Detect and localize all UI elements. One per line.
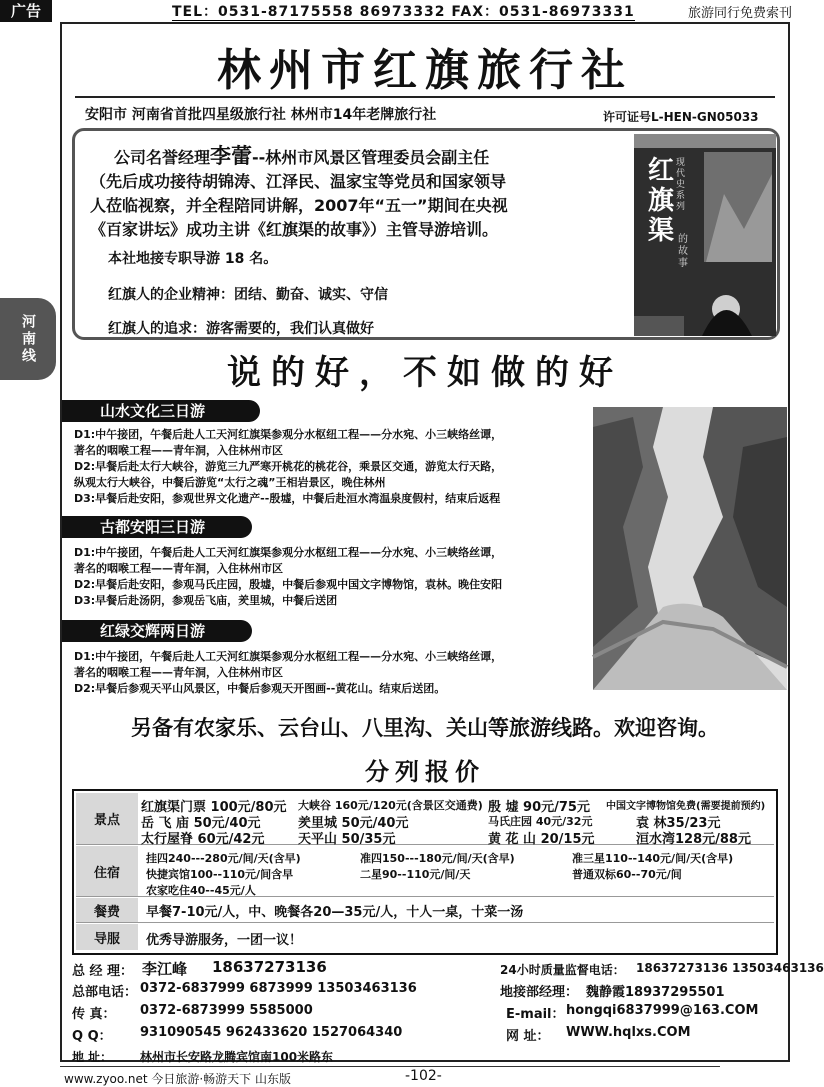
route-header-2: 古都安阳三日游	[62, 516, 252, 538]
price-cell: 岳 飞 庙 50元/40元	[141, 816, 261, 831]
side-tab	[0, 298, 56, 380]
price-cell: 大峡谷 160元/120元(含景区交通费)	[298, 799, 483, 812]
price-cell: 二星90--110元/间/天	[360, 868, 471, 881]
local-mgr: 魏静霞18937295501	[586, 985, 725, 1000]
route-3-line: D1:中午接团，午餐后赴人工天河红旗渠参观分水枢纽工程——分水宛、小三峡络丝谭，	[74, 650, 503, 663]
lodging-label: 住宿	[76, 846, 138, 896]
fax: 0372-6873999 5585000	[140, 1003, 313, 1018]
intro-item-pursuit: 红旗人的追求：游客需要的，我们认真做好	[108, 321, 374, 337]
book-sub: 的故事	[678, 234, 688, 269]
meal-label: 餐费	[76, 898, 138, 922]
route-1-line: 纵观太行大峡谷，中餐后游览“太行之魂”王相岩景区，晚住林州	[74, 476, 386, 489]
intro-line-3: 人莅临视察，并全程陪同讲解，2007年“五一”期间在央视	[90, 196, 508, 215]
route-2-line: D1:中午接团，午餐后赴人工天河红旗渠参观分水枢纽工程——分水宛、小三峡络丝谭，	[74, 546, 503, 559]
price-cell: 准三星110--140元/间/天(含早)	[572, 852, 734, 865]
price-cell: 准四150---180元/间/天(含早)	[360, 852, 515, 865]
route-2-line: D2:早餐后赴安阳，参观马氏庄园，殷墟，中餐后参观中国文字博物馆，袁林。晚住安阳	[74, 578, 503, 591]
price-cell: 农家吃住40--45元/人	[146, 884, 256, 897]
route-header-3: 红绿交辉两日游	[62, 620, 252, 642]
price-title: 分列报价	[365, 758, 485, 786]
price-cell: 殷 墟 90元/75元	[488, 800, 590, 815]
scenic-label: 景点	[76, 793, 138, 844]
local-mgr-label: 地接部经理：	[500, 985, 579, 1000]
slogan-more-routes: 另备有农家乐、云台山、八里沟、关山等旅游线路。欢迎咨询。	[131, 715, 719, 740]
header-contact	[172, 1, 635, 21]
route-3-line: D2:早餐后参观天平山风景区，中餐后参观天开图画--黄花山。结束后送团。	[74, 682, 446, 695]
footer-site: www.zyoo.net 今日旅游·畅游天下 山东版	[64, 1072, 291, 1086]
tel: 0372-6837999 6873999 13503463136	[140, 981, 417, 996]
price-cell: 太行屋脊 60元/42元	[141, 832, 265, 847]
website: WWW.hqlxs.COM	[566, 1025, 691, 1040]
gm-phone: 18637273136	[212, 958, 327, 976]
web-label: 网 址：	[506, 1029, 550, 1044]
gm-name: 李江峰	[142, 960, 188, 978]
price-cell: 袁 林35/23元	[636, 816, 721, 831]
qq-label: Q Q：	[72, 1029, 112, 1044]
intro-line-4: 《百家讲坛》成功主讲《红旗渠的故事》）主管导游培训。	[90, 220, 499, 239]
intro-line-2: （先后成功接待胡锦涛、江泽民、温家宝等党员和国家领导	[90, 172, 507, 191]
hotline: 18637273136 13503463136	[636, 961, 824, 975]
address-label: 地 址：	[72, 1050, 113, 1064]
price-cell: 黄 花 山 20/15元	[488, 832, 595, 847]
price-cell: 洹水湾128元/88元	[636, 832, 751, 847]
meal-price: 早餐7-10元/人，中、晚餐各20—35元/人，十人一桌，十菜一汤	[146, 905, 524, 920]
qq: 931090545 962433620 1527064340	[140, 1025, 403, 1040]
price-cell: 红旗渠门票 100元/80元	[141, 800, 287, 815]
canyon-photo	[593, 407, 787, 690]
price-cell: 羑里城 50元/40元	[298, 816, 409, 831]
canyon-illustration	[593, 407, 787, 690]
page-number: -102-	[405, 1068, 442, 1084]
intro-suffix: --林州市风景区管理委员会副主任	[252, 148, 490, 167]
guide-price: 优秀导游服务，一团一议！	[146, 933, 303, 948]
route-header-1: 山水文化三日游	[62, 400, 260, 422]
route-2-line: 著名的咽喉工程——青年洞，入住林州市区	[74, 562, 283, 575]
book-title: 红旗渠	[648, 156, 675, 246]
price-cell: 天平山 50/35元	[298, 832, 396, 847]
agency-subtitle: 安阳市 河南省首批四星级旅行社 林州市14年老牌旅行社	[85, 107, 437, 123]
gm-label: 总 经 理：	[72, 964, 134, 979]
price-cell: 普通双标60--70元/间	[572, 868, 682, 881]
hotline-label: 24小时质量监督电话：	[500, 963, 625, 977]
price-cell: 快捷宾馆100--110元/间含早	[146, 868, 294, 881]
price-cell: 中国文字博物馆免费(需要提前预约)	[606, 801, 766, 812]
route-2-line: D3:早餐后赴汤阴，参观岳飞庙，羑里城，中餐后送团	[74, 594, 338, 607]
header-contact-text: TEL：0531-87175558 86973332 FAX：0531-86973331	[172, 4, 635, 20]
fax-label: 传 真：	[72, 1007, 116, 1022]
price-cell: 挂四240---280元/间/天(含早)	[146, 852, 301, 865]
tel-label: 总部电话：	[72, 985, 138, 1000]
book-cover-image	[634, 134, 776, 336]
email: hongqi6837999@163.COM	[566, 1003, 759, 1018]
intro-prefix: 公司名誉经理	[114, 148, 211, 167]
intro-line-1	[90, 144, 625, 170]
license-number: 许可证号L-HEN-GN05033	[603, 110, 759, 124]
intro-item-guides: 本社地接专职导游 18 名。	[108, 251, 278, 267]
footer-divider	[60, 1066, 720, 1067]
route-1-line: D1:中午接团，午餐后赴人工天河红旗渠参观分水枢纽工程——分水宛、小三峡络丝谭，	[74, 428, 503, 441]
email-label: E-mail：	[506, 1007, 565, 1022]
slogan-main: 说的好，不如做的好	[227, 353, 623, 393]
agency-title: 林州市红旗旅行社	[217, 45, 633, 96]
route-1-line: 著名的咽喉工程——青年洞，入住林州市区	[74, 444, 283, 457]
ad-label: 广告	[0, 0, 52, 22]
book-series: 现代史系列	[676, 158, 686, 212]
manager-name: 李蕾	[210, 143, 253, 168]
intro-text	[90, 144, 625, 242]
index-label: 旅游同行免费索刊	[687, 6, 792, 21]
route-1-line: D3:早餐后赴安阳，参观世界文化遗产--殷墟，中餐后赴洹水湾温泉度假村，结束后返程	[74, 492, 501, 505]
price-cell: 马氏庄园 40元/32元	[488, 815, 593, 828]
guide-label: 导服	[76, 924, 138, 950]
route-3-line: 著名的咽喉工程——青年洞，入住林州市区	[74, 666, 283, 679]
intro-item-spirit: 红旗人的企业精神：团结、勤奋、诚实、守信	[108, 287, 388, 303]
address: 林州市长安路龙腾宾馆南100米路东	[140, 1050, 334, 1064]
title-divider	[75, 96, 775, 98]
side-tab-text: 河南线	[20, 313, 36, 365]
route-1-line: D2:早餐后赴太行大峡谷，游览三九严寒开桃花的桃花谷，乘景区交通，游览太行天路，	[74, 460, 503, 473]
